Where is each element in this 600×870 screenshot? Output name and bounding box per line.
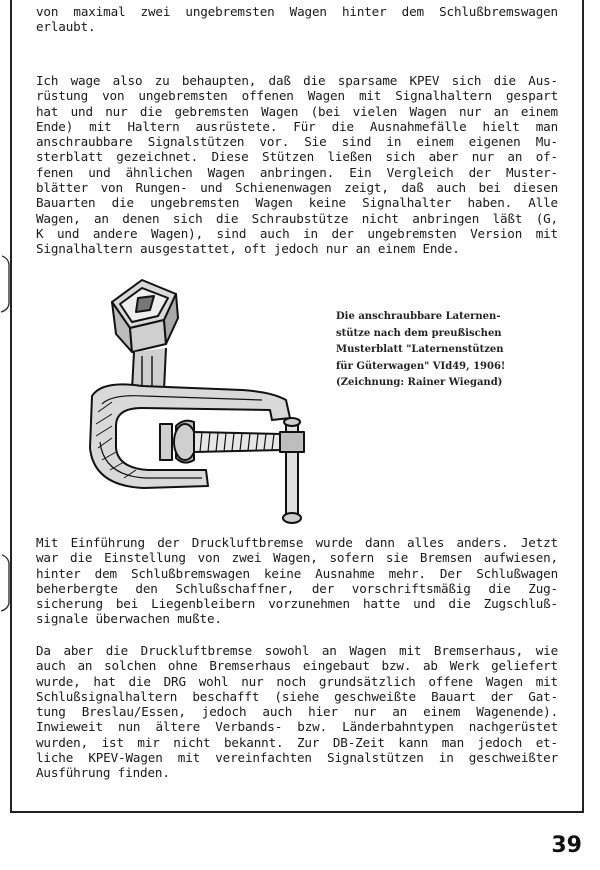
text-line: sicherung bei Liegenbleibern vorzunehmen hatte und die Zugschluß- bbox=[36, 596, 558, 612]
paragraph-continuation bbox=[36, 4, 558, 35]
paragraph-drg-wagons bbox=[36, 643, 558, 781]
margin-bracket-mark bbox=[0, 254, 12, 314]
text-line: signale überwachen mußte. bbox=[36, 611, 222, 627]
text-line: Da aber die Druckluftbremse sowohl an Wagen mit Bremserhaus, wie bbox=[36, 643, 558, 658]
text-line: rüstung von ungebremsten offenen Wagen mit Signalhaltern gespart bbox=[36, 88, 558, 104]
text-line: anschraubbare Signalstützen vor. Sie sind in einem eigenen Mu- bbox=[36, 134, 558, 150]
text-line: tung Breslau/Essen, jedoch auch hier nur an einem Wagenende). bbox=[36, 704, 558, 720]
caption-line: für Güterwagen" VId49, 1906! bbox=[336, 360, 506, 372]
text-line: Ich wage also zu behaupten, daß die sparsame KPEV sich die Aus- bbox=[36, 73, 558, 88]
text-line: sterblatt gezeichnet. Diese Stützen ließen sich aber nur an of- bbox=[36, 149, 558, 165]
text-line: hinter dem Schlußbremswagen keine Ausnahme mehr. Der Schlußwagen bbox=[36, 565, 558, 581]
text-line: von maximal zwei ungebremsten Wagen hinter dem Schlußbremswagen bbox=[36, 4, 558, 19]
caption-line: (Zeichnung: Rainer Wiegand) bbox=[336, 377, 503, 389]
figure-caption bbox=[336, 309, 544, 392]
text-line: war die Einstellung von zwei Wagen, sofern sie Bremsen aufwiesen, bbox=[36, 550, 558, 566]
text-line: Mit Einführung der Druckluftbremse wurde dann alles anders. Jetzt bbox=[36, 535, 558, 550]
page-number: 39 bbox=[551, 833, 582, 858]
caption-line: Die anschraubbare Laternen- bbox=[336, 311, 501, 322]
text-line: erlaubt. bbox=[36, 19, 96, 35]
caption-line: Musterblatt "Laternenstützen bbox=[336, 344, 504, 356]
text-line: Ausführung finden. bbox=[36, 765, 170, 781]
text-line: blätter von Rungen- und Schienenwagen zeigt, daß auch bei diesen bbox=[36, 180, 558, 196]
text-line: liche KPEV-Wagen mit vereinfachten Signalstützen in geschweißter bbox=[36, 750, 558, 766]
lantern-support-clamp-drawing-icon bbox=[72, 272, 332, 530]
text-line: wurden, ist mir nicht bekannt. Zur DB-Zeit kann man jedoch et- bbox=[36, 734, 558, 750]
text-line: Bauarten die ungebremsten Wagen keine Signalhalter haben. Alle bbox=[36, 195, 558, 211]
text-line: hat und nur die gebremsten Wagen (bei vielen Wagen nur an einem bbox=[36, 103, 558, 119]
margin-bracket-mark bbox=[0, 553, 12, 613]
text-line: Ende) mit Haltern ausrüstete. Für die Ausnahmefälle hielt man bbox=[36, 118, 558, 134]
text-line: fenen und ähnlichen Wagen anbringen. Ein Vergleich der Muster- bbox=[36, 164, 558, 180]
text-line: Signalhaltern ausgestattet, oft jedoch nur an einem Ende. bbox=[36, 241, 460, 257]
paragraph-air-brake bbox=[36, 535, 558, 627]
text-line: wurde, hat die DRG wohl nur noch grundsätzlich offene Wagen mit bbox=[36, 673, 558, 689]
text-line: auch an solchen ohne Bremserhaus eingebaut bzw. ab Werk geliefert bbox=[36, 658, 558, 674]
text-line: Wagen, an denen sich die Schraubstütze nicht anbringen läßt (G, bbox=[36, 210, 558, 226]
text-line: beherbergte den Schlußschaffner, der vorschriftsmäßig die Zug- bbox=[36, 580, 558, 596]
caption-line: stütze nach dem preußischen bbox=[336, 327, 502, 339]
text-line: K und andere Wagen), sind auch in der ungebremsten Version mit bbox=[36, 225, 558, 241]
paragraph-signal-holders bbox=[36, 73, 558, 257]
text-line: Inwieweit nun ältere Verbands- bzw. Länderbahntypen nachgerüstet bbox=[36, 719, 558, 735]
text-line: Schlußsignalhaltern beschafft (siehe geschweißte Bauart der Gat- bbox=[36, 688, 558, 704]
